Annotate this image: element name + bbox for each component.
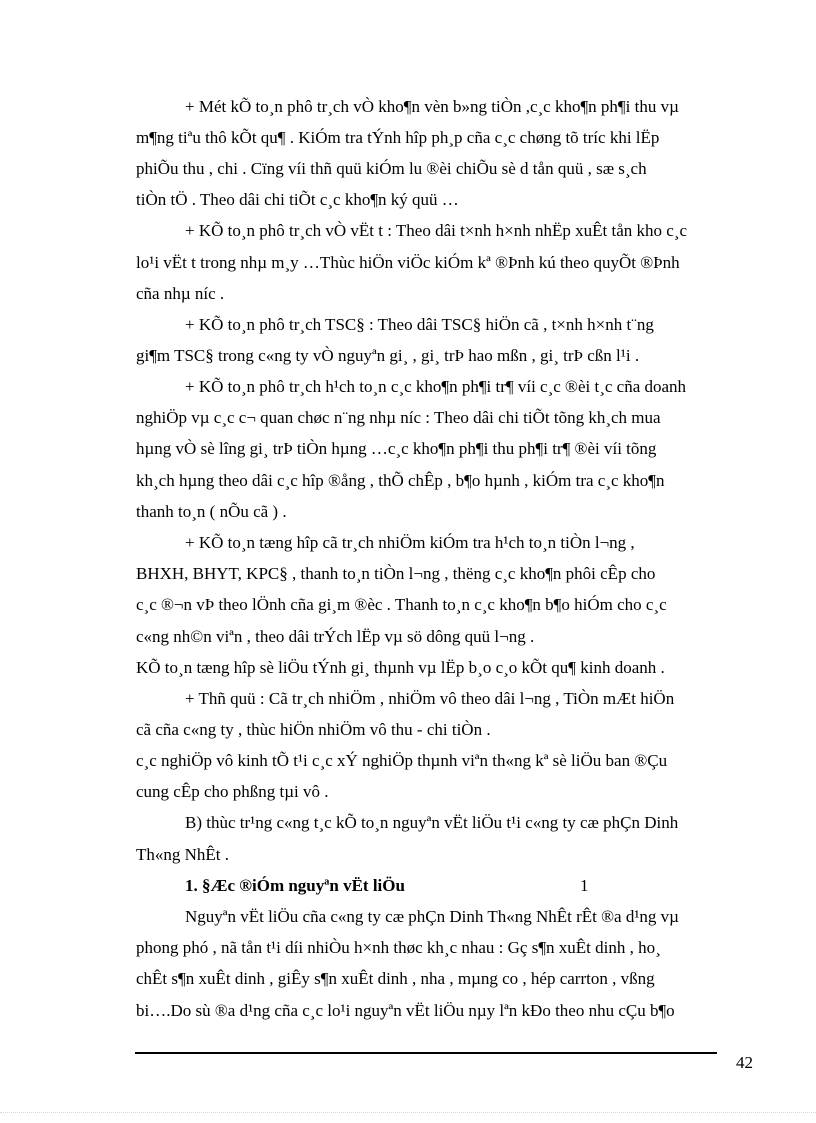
- page-number: 42: [736, 1053, 753, 1072]
- text-line: cã cña c«ng ty , thùc hiÖn nhiÖm vô thu - chi tiÒn .: [136, 720, 491, 739]
- text-line: phong phó , nã tån t¹i díi nhiÒu h×nh thøc kh¸c nhau : Gç s¶n xuÊt dinh , ho¸: [136, 938, 661, 957]
- text-line: + Thñ quü : Cã tr¸ch nhiÖm , nhiÖm vô theo dâi l¬ng , TiÒn mÆt hiÖn: [185, 689, 675, 708]
- text-line: B) thùc tr¹ng c«ng t¸c kÕ to¸n nguyªn vËt liÖu t¹i c«ng ty cæ phÇn Dinh: [185, 813, 679, 832]
- text-line: phiÕu thu , chi . Cïng víi thñ quü kiÓm lu ®èi chiÕu sè d tån quü , sæ s¸ch: [136, 159, 647, 178]
- text-line: thanh to¸n ( nÕu cã ) .: [136, 502, 287, 521]
- text-line: + Mét kÕ to¸n phô tr¸ch vÒ kho¶n vèn b»ng tiÒn ,c¸c kho¶n ph¶i thu vµ: [185, 97, 679, 116]
- text-line: chÊt s¶n xuÊt dinh , giÊy s¶n xuÊt dinh , nha , mµng co , hép carrton , vßng: [136, 969, 655, 988]
- text-line: c«ng nh©n viªn , theo dâi trÝch lËp vµ sö dông quü l¬ng .: [136, 627, 535, 646]
- text-line: nghiÖp vµ c¸c c¬ quan chøc n¨ng nhµ níc : Theo dâi chi tiÕt tõng kh¸ch mua: [136, 408, 661, 427]
- text-line: Nguyªn vËt liÖu cña c«ng ty cæ phÇn Dinh Th«ng NhÊt rÊt ®a d¹ng vµ: [185, 907, 679, 926]
- text-line: bi….Do sù ®a d¹ng cña c¸c lo¹i nguyªn vËt liÖu nµy lªn kÐo theo nhu cÇu b¶o: [136, 1001, 675, 1020]
- text-line: cung cÊp cho phßng tµi vô .: [136, 782, 329, 801]
- text-line: + KÕ to¸n tæng hîp cã tr¸ch nhiÖm kiÓm tra h¹ch to¸n tiÒn l¬ng ,: [185, 533, 635, 552]
- text-line: lo¹i vËt t trong nhµ m¸y …Thùc hiÖn viÖc kiÓm kª ®Þnh kú theo quyÕt ®Þnh: [136, 253, 680, 272]
- heading-number: 1: [580, 876, 589, 895]
- page-edge-divider: [0, 1112, 816, 1113]
- text-line: KÕ to¸n tæng hîp sè liÖu tÝnh gi¸ thµnh vµ lËp b¸o c¸o kÕt qu¶ kinh doanh .: [136, 658, 665, 677]
- text-line: cña nhµ níc .: [136, 284, 225, 303]
- text-line: + KÕ to¸n phô tr¸ch TSC§ : Theo dâi TSC§ hiÖn cã , t×nh h×nh t¨ng: [185, 315, 654, 334]
- text-line: c¸c nghiÖp vô kinh tÕ t¹i c¸c xÝ nghiÖp thµnh viªn th«ng kª sè liÖu ban ®Çu: [136, 751, 668, 770]
- text-line: m¶ng tiªu thô kÕt qu¶ . KiÓm tra tÝnh hîp ph¸p cña c¸c chøng tõ tríc khi lËp: [136, 128, 660, 147]
- footer-rule: [135, 1052, 717, 1054]
- text-line: c¸c ®¬n vÞ theo lÖnh cña gi¸m ®èc . Thanh to¸n c¸c kho¶n b¶o hiÓm cho c¸c: [136, 595, 667, 614]
- text-line: Th«ng NhÊt .: [136, 845, 230, 864]
- text-line: kh¸ch hµng theo dâi c¸c hîp ®ång , thÕ chÊp , b¶o hµnh , kiÓm tra c¸c kho¶n: [136, 471, 665, 490]
- text-line: hµng vÒ sè lîng gi¸ trÞ tiÒn hµng …c¸c kho¶n ph¶i thu ph¶i tr¶ ®èi víi tõng: [136, 439, 657, 458]
- text-line: tiÒn tÖ . Theo dâi chi tiÕt c¸c kho¶n ký quü …: [136, 190, 459, 209]
- text-line: + KÕ to¸n phô tr¸ch h¹ch to¸n c¸c kho¶n ph¶i tr¶ víi c¸c ®èi t¸c cña doanh: [185, 377, 687, 396]
- section-heading: 1. §Æc ®iÓm nguyªn vËt liÖu: [185, 876, 405, 895]
- text-line: + KÕ to¸n phô tr¸ch vÒ vËt t : Theo dâi t×nh h×nh nhËp xuÊt tån kho c¸c: [185, 221, 687, 240]
- text-line: gi¶m TSC§ trong c«ng ty vÒ nguyªn gi¸ , gi¸ trÞ hao mßn , gi¸ trÞ cßn l¹i .: [136, 346, 640, 365]
- text-line: BHXH, BHYT, KPC§ , thanh to¸n tiÒn l¬ng , thëng c¸c kho¶n phôi cÊp cho: [136, 564, 656, 583]
